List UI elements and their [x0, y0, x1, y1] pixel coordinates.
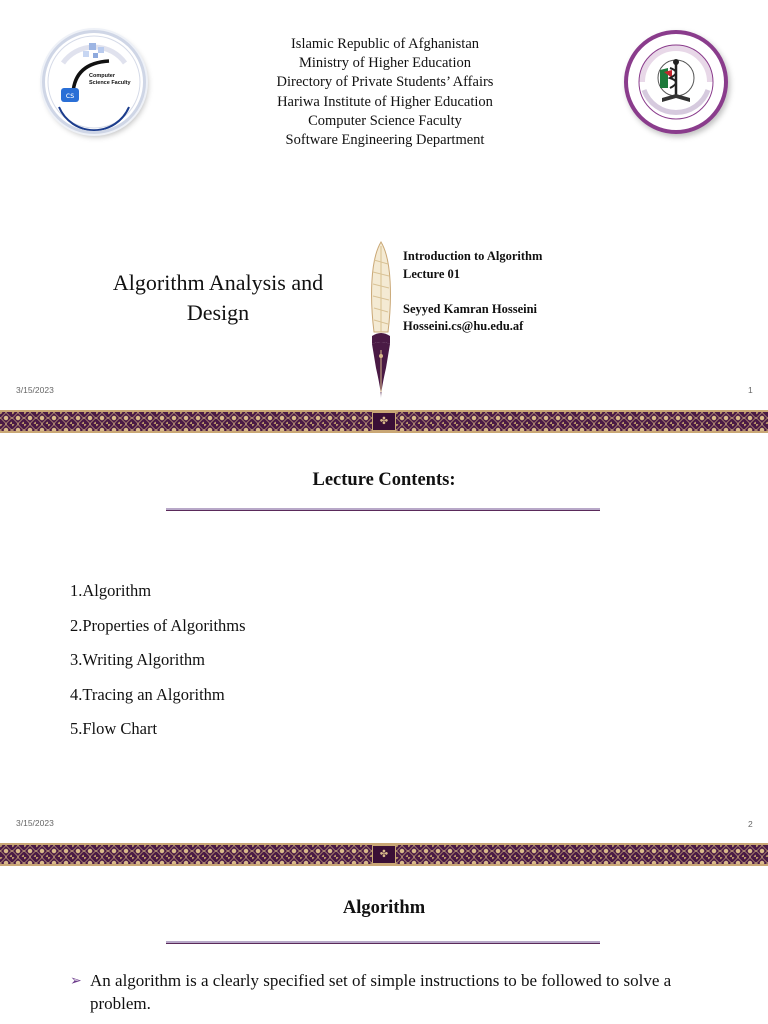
header-ministry: Ministry of Higher Education: [299, 55, 471, 72]
lecture-subject: Introduction to Algorithm: [403, 249, 543, 263]
arrow-bullet-icon: ➢: [70, 973, 82, 989]
ornament-emblem-icon: ✤: [372, 845, 396, 864]
lecturer-email: Hosseini.cs@hu.edu.af: [403, 319, 524, 333]
bullet-text: An algorithm is a clearly specified set of simple instructions to be followed to solve a problem.: [90, 971, 672, 1013]
list-item: 3.Writing Algorithm: [70, 650, 205, 669]
slide-2-date: 3/15/2023: [16, 818, 54, 828]
slide-1-date: 3/15/2023: [16, 385, 54, 395]
lecture-number: Lecture 01: [403, 266, 461, 281]
header-country: Islamic Republic of Afghanistan: [290, 36, 480, 52]
hariwa-cs-faculty-logo: [42, 30, 146, 134]
slide-3: [0, 866, 768, 1024]
course-title: [78, 268, 358, 328]
institute-seal-icon: [628, 34, 724, 130]
course-title-line-1: Algorithm Analysis and: [112, 270, 324, 295]
list-item: [70, 969, 730, 1015]
slide-1-page-number: 1: [748, 385, 753, 395]
header-directory: Directory of Private Students’ Affairs: [276, 74, 494, 91]
header-department: Software Engineering Department: [285, 132, 485, 149]
slide-3-heading-rule: [166, 941, 600, 944]
header-faculty: Computer Science Faculty: [308, 112, 462, 129]
list-item: 4.Tracing an Algorithm: [70, 684, 225, 704]
slide-2-heading-rule: [166, 508, 600, 511]
slide-1: [0, 0, 768, 410]
ornament-emblem-icon: ✤: [372, 412, 396, 431]
list-item: 2.Properties of Algorithms: [70, 615, 246, 635]
list-item: 1.Algorithm: [70, 581, 152, 600]
lecture-spacer: [403, 283, 542, 301]
algorithm-definition-list: [70, 969, 730, 1015]
ornamental-band-1: [0, 410, 768, 433]
ornamental-band-2: [0, 843, 768, 866]
slide-2: [0, 433, 768, 843]
logo-left-label: Computer Science Faculty: [89, 73, 131, 86]
slide-2-page-number: 2: [748, 819, 753, 829]
header-institute: Hariwa Institute of Higher Education: [277, 93, 493, 110]
slide-3-heading: Algorithm: [342, 898, 426, 918]
list-item: 5.Flow Chart: [70, 719, 158, 738]
quill-pen-icon: [366, 240, 396, 400]
lecturer-name: Seyyed Kamran Hosseini: [403, 301, 538, 316]
hariwa-institute-logo: [624, 30, 728, 134]
slide-2-heading: Lecture Contents:: [312, 470, 456, 490]
institution-header: [180, 35, 590, 150]
lecture-contents-list: [70, 574, 246, 747]
course-title-line-2: Design: [186, 300, 250, 325]
lecture-info: [403, 248, 542, 336]
svg-text:cs: cs: [65, 91, 75, 100]
